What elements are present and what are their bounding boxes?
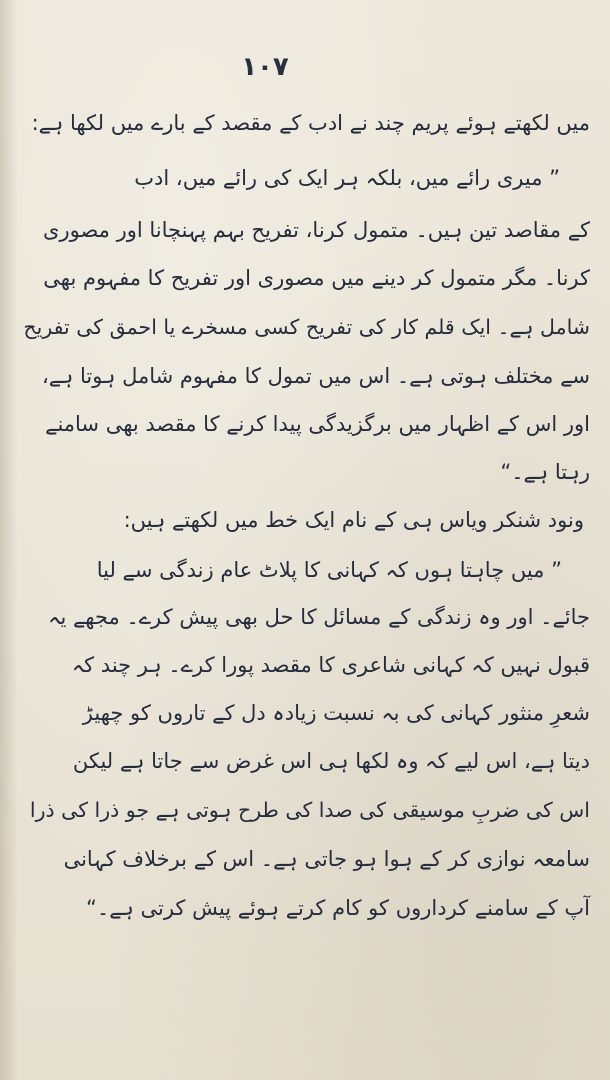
text-line: آپ کے سامنے کرداروں کو کام کرتے ہوئے پیش کرتی ہے۔“ [86, 896, 590, 920]
text-line: میں لکھتے ہوئے پریم چند نے ادب کے مقصد کے بارے میں لکھا ہے: [31, 111, 590, 135]
text-line: قبول نہیں کہ کہانی شاعری کا مقصد پورا کرے۔ ہر چند کہ [71, 653, 590, 677]
text-line: رہتا ہے۔“ [500, 460, 590, 484]
text-line: کے مقاصد تین ہیں۔ متمول کرنا، تفریح بہم پہنچانا اور مصوری [43, 218, 590, 242]
text-line: شعرِ منثور کہانی کی بہ نسبت زیادہ دل کے تاروں کو چھیڑ [82, 701, 590, 725]
text-line: شامل ہے۔ ایک قلم کار کی تفریح کسی مسخرے یا احمق کی تفریح [23, 315, 590, 339]
page-number: ۱۰۷ [241, 52, 289, 82]
text-line: ونود شنکر ویاس ہی کے نام ایک خط میں لکھتے ہیں: [123, 508, 584, 532]
text-line: سامعہ نوازی کر کے ہوا ہو جاتی ہے۔ اس کے برخلاف کہانی [63, 847, 590, 871]
text-line: سے مختلف ہوتی ہے۔ اس میں تمول کا مفہوم شامل ہوتا ہے، [41, 364, 590, 388]
text-line: اور اس کے اظہار میں برگزیدگی پیدا کرنے کا مقصد بھی سامنے [45, 412, 590, 436]
page-edge-shadow [0, 0, 18, 1080]
text-line: ” میں چاہتا ہوں کہ کہانی کا پلاٹ عام زندگی سے لیا [96, 558, 562, 582]
text-line: اس کی ضربِ موسیقی کی صدا کی طرح ہوتی ہے جو ذرا کی ذرا [29, 798, 590, 822]
text-line: ” میری رائے میں، بلکہ ہر ایک کی رائے میں، ادب [134, 166, 560, 190]
text-line: کرنا۔ مگر متمول کر دینے میں مصوری اور تفریح کا مفہوم بھی [43, 266, 590, 290]
text-line: جائے۔ اور وہ زندگی کے مسائل کا حل بھی پیش کرے۔ مجھے یہ [48, 605, 590, 629]
text-line: دیتا ہے، اس لیے کہ وہ لکھا ہی اس غرض سے جاتا ہے لیکن [72, 749, 590, 773]
